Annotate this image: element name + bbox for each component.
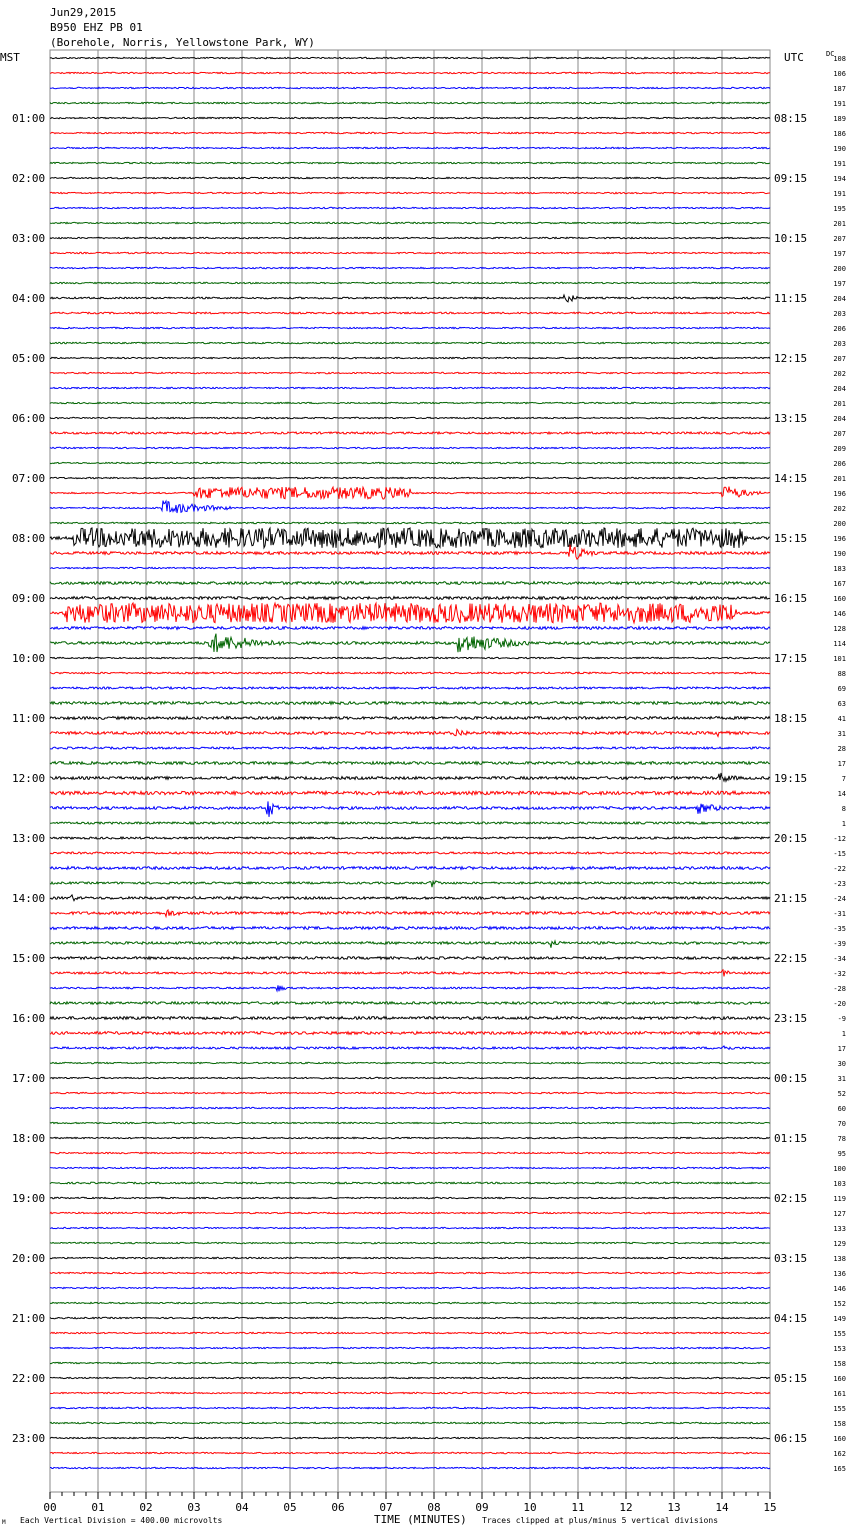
dc-offset-label: 206 [833,460,846,468]
dc-offset-label: 160 [833,1375,846,1383]
right-hour-label: 12:15 [774,352,808,365]
right-hour-label: 10:15 [774,232,808,245]
plot-frame [50,50,770,1492]
right-hour-label: 11:15 [774,292,808,305]
x-tick-label: 09 [475,1501,489,1514]
seismic-trace [50,432,770,434]
dc-offset-label: 70 [837,1120,846,1128]
seismic-trace [50,970,770,977]
dc-offset-label: 203 [833,340,846,348]
seismic-trace [50,762,770,765]
left-timezone-label: MST [0,51,20,64]
left-hour-label: 23:00 [12,1432,46,1445]
dc-offset-label: 103 [833,1180,846,1188]
dc-offset-label: -28 [833,985,846,993]
right-hour-label: 20:15 [774,832,808,845]
left-hour-label: 13:00 [12,832,46,845]
seismic-trace [50,603,770,623]
dc-offset-label: -9 [837,1015,846,1023]
seismic-trace [50,1437,770,1438]
left-hour-label: 17:00 [12,1072,46,1085]
dc-offset-label: 52 [837,1090,846,1098]
seismic-trace [50,1227,770,1228]
right-hour-label: 17:15 [774,652,808,665]
seismic-trace [50,501,770,513]
seismic-trace [50,801,770,817]
seismic-trace [50,327,770,328]
seismic-trace [50,477,770,478]
left-hour-label: 07:00 [12,472,46,485]
left-hour-label: 16:00 [12,1012,46,1025]
right-hour-label: 01:15 [774,1132,808,1145]
dc-offset-label: 190 [833,550,846,558]
dc-offset-label: 28 [837,745,846,753]
dc-offset-label: 204 [833,415,846,423]
left-hour-label: 11:00 [12,712,46,725]
seismic-trace [50,357,770,358]
seismic-trace [50,342,770,343]
x-tick-label: 14 [715,1501,729,1514]
left-hour-labels [12,112,45,1445]
left-hour-label: 19:00 [12,1192,46,1205]
right-hour-label: 14:15 [774,472,808,485]
seismic-trace [50,1077,770,1078]
dc-offset-label: 191 [833,190,846,198]
dc-offset-label: 8 [841,805,846,813]
seismic-trace [50,1017,770,1020]
x-tick-label: 08 [427,1501,441,1514]
seismic-trace [50,487,770,499]
left-hour-label: 12:00 [12,772,46,785]
dc-offset-label: 114 [833,640,846,648]
dc-offset-label: -23 [833,880,846,888]
seismic-trace [50,528,770,548]
dc-offset-label: 202 [833,505,846,513]
seismic-trace [50,387,770,388]
right-hour-label: 15:15 [774,532,808,545]
seismic-trace [50,567,770,568]
seismic-trace [50,672,770,674]
dc-offset-label: 191 [833,160,846,168]
dc-offset-label: 153 [833,1345,846,1353]
dc-offset-label: 189 [833,115,846,123]
seismic-trace [50,177,770,178]
seismic-trace [50,927,770,930]
dc-offset-label: 162 [833,1450,846,1458]
x-tick-label: 10 [523,1501,537,1514]
seismic-trace [50,372,770,373]
left-hour-label: 05:00 [12,352,46,365]
seismic-trace [50,1197,770,1198]
dc-offset-label: 165 [833,1465,846,1473]
seismic-trace [50,729,770,736]
seismic-trace [50,881,770,887]
dc-offset-label: 69 [837,685,846,693]
dc-offset-label: 201 [833,475,846,483]
seismic-trace [50,222,770,223]
seismic-trace [50,522,770,523]
x-tick-label: 01 [91,1501,105,1514]
dc-offset-label: 158 [833,1420,846,1428]
seismic-trace [50,1242,770,1243]
dc-offset-label: 186 [833,130,846,138]
header-date: Jun29,2015 [50,6,117,19]
x-tick-label: 02 [139,1501,153,1514]
seismic-trace [50,72,770,73]
dc-offset-label: 108 [833,55,846,63]
left-hour-label: 02:00 [12,172,46,185]
seismic-trace [50,895,770,901]
x-axis-title: TIME (MINUTES) [374,1513,467,1526]
x-axis [43,1492,776,1514]
seismic-trace [50,87,770,88]
right-hour-label: 19:15 [774,772,808,785]
dc-offset-label: 196 [833,490,846,498]
seismic-trace [50,773,770,781]
left-hour-label: 21:00 [12,1312,46,1325]
seismic-trace [50,582,770,585]
seismic-trace [50,252,770,253]
dc-offset-label: 160 [833,595,846,603]
seismic-trace [50,1302,770,1303]
dc-offset-label: 207 [833,430,846,438]
dc-offset-label: 60 [837,1105,846,1113]
seismic-trace [50,791,770,794]
seismic-trace [50,1452,770,1453]
dc-offset-label: 1 [841,1030,846,1038]
seismic-trace [50,822,770,824]
trace-group [50,57,770,1468]
dc-offset-label: -22 [833,865,846,873]
right-hour-label: 04:15 [774,1312,808,1325]
seismic-trace [50,237,770,238]
left-hour-label: 14:00 [12,892,46,905]
dc-offset-label: 190 [833,145,846,153]
seismic-trace [50,627,770,630]
seismic-trace [50,207,770,208]
dc-offset-label: -39 [833,940,846,948]
seismic-trace [50,837,770,839]
seismic-trace [50,447,770,448]
seismic-trace [50,1092,770,1093]
right-hour-label: 00:15 [774,1072,808,1085]
dc-offset-label: 196 [833,535,846,543]
left-hour-label: 10:00 [12,652,46,665]
seismic-trace [50,910,770,917]
dc-offset-label: 209 [833,445,846,453]
seismic-trace [50,985,770,991]
seismic-trace [50,192,770,193]
header-location: (Borehole, Norris, Yellowstone Park, WY) [50,36,315,49]
dc-offset-label: 195 [833,205,846,213]
left-hour-label: 01:00 [12,112,46,125]
x-tick-label: 15 [763,1501,777,1514]
right-hour-label: 03:15 [774,1252,808,1265]
seismic-trace [50,1392,770,1393]
dc-offset-label: 200 [833,265,846,273]
dc-offset-label: 204 [833,385,846,393]
dc-offset-label: 14 [837,790,846,798]
seismic-trace [50,717,770,720]
header-station: B950 EHZ PB 01 [50,21,143,34]
left-hour-label: 15:00 [12,952,46,965]
seismic-trace [50,57,770,58]
dc-offset-label: 100 [833,1165,846,1173]
left-hour-label: 20:00 [12,1252,46,1265]
right-hour-label: 22:15 [774,952,808,965]
dc-offset-label: 197 [833,280,846,288]
dc-offset-label: 201 [833,400,846,408]
dc-offset-label: 7 [841,775,846,783]
clipping-note: Traces clipped at plus/minus 5 vertical divisions [482,1516,719,1525]
dc-offset-label: -20 [833,1000,846,1008]
dc-offset-label: -35 [833,925,846,933]
left-hour-label: 09:00 [12,592,46,605]
right-hour-label: 18:15 [774,712,808,725]
x-tick-label: 03 [187,1501,201,1514]
seismic-trace [50,1002,770,1005]
dc-offset-label: 207 [833,235,846,243]
seismic-trace [50,1332,770,1333]
dc-offset-label: -12 [833,835,846,843]
seismic-trace [50,1257,770,1258]
dc-offset-label: 127 [833,1210,846,1218]
dc-offset-label: 167 [833,580,846,588]
left-hour-label: 04:00 [12,292,46,305]
right-hour-label: 23:15 [774,1012,808,1025]
seismic-trace [50,1167,770,1168]
dc-offset-label: 201 [833,220,846,228]
dc-offset-label: 63 [837,700,846,708]
seismic-trace [50,1467,770,1468]
seismic-trace [50,282,770,283]
seismic-trace [50,597,770,600]
dc-offset-label: 187 [833,85,846,93]
left-hour-label: 03:00 [12,232,46,245]
x-tick-label: 06 [331,1501,345,1514]
x-tick-label: 04 [235,1501,249,1514]
dc-offset-label: 1 [841,820,846,828]
seismic-trace [50,295,770,302]
seismic-trace [50,1137,770,1138]
dc-offset-label: 155 [833,1330,846,1338]
seismic-trace [50,867,770,870]
seismic-trace [50,147,770,148]
right-hour-labels [774,112,807,1445]
seismic-trace [50,1062,770,1063]
dc-offset-label: 146 [833,1285,846,1293]
right-hour-label: 09:15 [774,172,808,185]
seismic-trace [50,657,770,658]
right-hour-label: 05:15 [774,1372,808,1385]
seismic-trace [50,1347,770,1348]
dc-offset-label: 203 [833,310,846,318]
dc-offset-label: 95 [837,1150,846,1158]
seismic-trace [50,1377,770,1378]
plot-grid [50,50,770,1492]
seismic-trace [50,462,770,463]
dc-offset-labels [833,55,846,1473]
dc-offset-label: -24 [833,895,846,903]
dc-offset-label: 17 [837,1045,846,1053]
dc-offset-label: 149 [833,1315,846,1323]
right-timezone-label: UTC [784,51,804,64]
dc-offset-label: 197 [833,250,846,258]
dc-offset-label: 31 [837,1075,846,1083]
dc-offset-label: 31 [837,730,846,738]
seismic-trace [50,1107,770,1108]
x-tick-label: 11 [571,1501,585,1514]
dc-offset-label: 138 [833,1255,846,1263]
seismic-trace [50,1317,770,1318]
seismic-trace [50,1287,770,1288]
dc-offset-label: 30 [837,1060,846,1068]
right-hour-label: 08:15 [774,112,808,125]
dc-offset-label: 207 [833,355,846,363]
dc-offset-label: 200 [833,520,846,528]
dc-offset-label: 106 [833,70,846,78]
dc-offset-label: 152 [833,1300,846,1308]
seismic-trace [50,941,770,948]
seismic-trace [50,702,770,705]
right-hour-label: 02:15 [774,1192,808,1205]
dc-offset-label: -32 [833,970,846,978]
dc-offset-label: 133 [833,1225,846,1233]
left-hour-label: 08:00 [12,532,46,545]
seismic-trace [50,417,770,418]
right-hour-label: 16:15 [774,592,808,605]
seismic-trace [50,1152,770,1153]
dc-offset-label: 194 [833,175,846,183]
dc-offset-label: 202 [833,370,846,378]
seismic-trace [50,1182,770,1184]
seismic-trace [50,162,770,163]
left-hour-label: 06:00 [12,412,46,425]
dc-header-label: DC [826,50,835,58]
seismic-trace [50,402,770,403]
dc-offset-label: 158 [833,1360,846,1368]
x-tick-label: 05 [283,1501,297,1514]
dc-offset-label: -15 [833,850,846,858]
seismic-trace [50,1212,770,1213]
right-hour-label: 13:15 [774,412,808,425]
seismic-trace [50,1046,770,1049]
x-tick-label: 13 [667,1501,681,1514]
left-hour-label: 22:00 [12,1372,46,1385]
dc-offset-label: -34 [833,955,846,963]
seismic-trace [50,634,770,653]
seismic-trace [50,1362,770,1363]
seismic-trace [50,687,770,689]
x-tick-label: 12 [619,1501,633,1514]
dc-offset-label: 88 [837,670,846,678]
right-hour-label: 21:15 [774,892,808,905]
left-hour-label: 18:00 [12,1132,46,1145]
dc-offset-label: 128 [833,625,846,633]
dc-offset-label: 183 [833,565,846,573]
dc-offset-label: 206 [833,325,846,333]
dc-offset-label: 191 [833,100,846,108]
right-hour-label: 06:15 [774,1432,808,1445]
x-tick-label: 07 [379,1501,393,1514]
vertical-division-note: Each Vertical Division = 400.00 microvolts [20,1516,223,1525]
seismic-trace [50,1122,770,1123]
seismic-trace [50,102,770,103]
dc-offset-label: -31 [833,910,846,918]
x-tick-label: 00 [43,1501,57,1514]
seismic-trace [50,267,770,268]
seismic-trace [50,312,770,314]
dc-offset-label: 160 [833,1435,846,1443]
seismic-trace [50,132,770,133]
seismic-trace [50,117,770,118]
seismic-trace [50,1422,770,1423]
seismic-trace [50,1032,770,1035]
seismic-trace [50,1272,770,1273]
dc-offset-label: 146 [833,610,846,618]
dc-offset-label: 155 [833,1405,846,1413]
seismic-trace [50,957,770,960]
seismic-trace [50,1407,770,1408]
dc-offset-label: 129 [833,1240,846,1248]
corner-mark: M [2,1519,6,1526]
dc-offset-label: 204 [833,295,846,303]
dc-offset-label: 78 [837,1135,846,1143]
seismic-trace [50,747,770,749]
dc-offset-label: 101 [833,655,846,663]
dc-offset-label: 136 [833,1270,846,1278]
seismic-trace [50,852,770,854]
dc-offset-label: 41 [837,715,846,723]
dc-offset-label: 161 [833,1390,846,1398]
dc-offset-label: 119 [833,1195,846,1203]
dc-offset-label: 17 [837,760,846,768]
